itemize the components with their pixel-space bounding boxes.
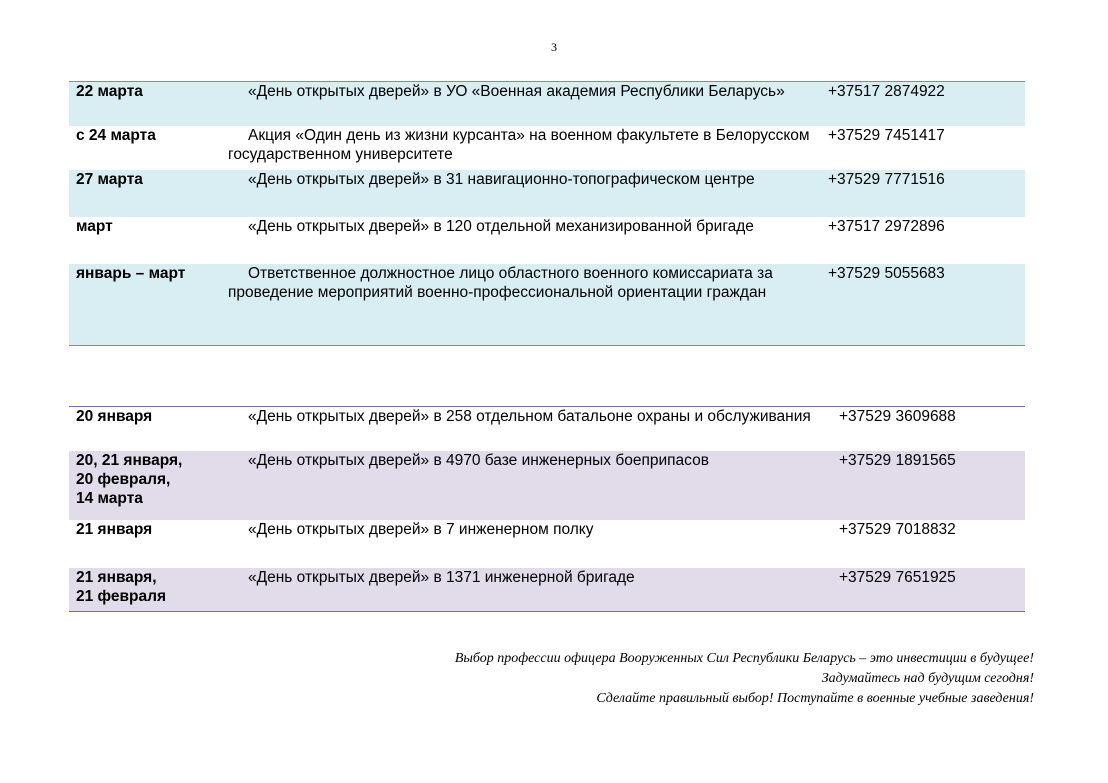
- event-date: с 24 марта: [76, 126, 156, 144]
- event-date: 20, 21 января, 20 февраля, 14 марта: [69, 451, 225, 520]
- table-row: [69, 217, 1025, 264]
- table-row: [69, 520, 1025, 568]
- table-row: [69, 568, 1025, 612]
- event-phone: +37529 3609688: [839, 408, 956, 425]
- event-phone: +37529 7771516: [821, 170, 1025, 217]
- event-date: январь – март: [69, 264, 225, 346]
- event-date: 21 января: [76, 520, 153, 538]
- footer-line: Сделайте правильный выбор! Поступайте в военные учебные заведения!: [596, 691, 1034, 706]
- event-phone: +37529 1891565: [832, 451, 1025, 520]
- footer-line: Задумайтесь над будущим сегодня!: [821, 671, 1034, 686]
- page-number: 3: [551, 40, 557, 54]
- event-date: март: [76, 217, 113, 235]
- table-row: [69, 407, 1025, 451]
- event-date: 20 января: [76, 408, 153, 425]
- event-description: Ответственное должностное лицо областного военного комиссариата за проведение мероприятий военно-профессиональной ориентации граждан: [225, 264, 821, 346]
- event-phone: +37529 7451417: [828, 126, 945, 144]
- table-row: [69, 126, 1025, 170]
- event-description: «День открытых дверей» в 31 навигационно-топографическом центре: [225, 170, 821, 217]
- event-date: 22 марта: [69, 82, 225, 126]
- event-description: «День открытых дверей» в 258 отдельном батальоне охраны и обслуживания: [248, 408, 811, 425]
- event-description: «День открытых дверей» в 120 отдельной механизированной бригаде: [248, 217, 754, 235]
- event-date: 27 марта: [69, 170, 225, 217]
- footer-line: Выбор профессии офицера Вооруженных Сил Республики Беларусь – это инвестиции в будущее!: [454, 651, 1034, 666]
- event-description: «День открытых дверей» в УО «Военная академия Республики Беларусь»: [225, 82, 821, 126]
- event-phone: +37517 2972896: [828, 217, 945, 235]
- event-phone: +37517 2874922: [821, 82, 1025, 126]
- event-phone: +37529 5055683: [821, 264, 1025, 346]
- table-row: [69, 264, 1025, 346]
- table-row: [69, 82, 1025, 126]
- table-row: [69, 451, 1025, 520]
- event-description: «День открытых дверей» в 1371 инженерной бригаде: [225, 568, 832, 612]
- footer-slogan: [134, 649, 1034, 709]
- event-phone: +37529 7018832: [839, 520, 956, 538]
- event-phone: +37529 7651925: [832, 568, 1025, 612]
- event-description: «День открытых дверей» в 7 инженерном полку: [248, 520, 594, 538]
- events-table-2: [69, 406, 1025, 612]
- table-row: [69, 170, 1025, 217]
- event-description: Акция «Один день из жизни курсанта» на военном факультете в Белорусском государственном университете: [228, 126, 810, 163]
- events-table-1: [69, 81, 1025, 346]
- event-description: «День открытых дверей» в 4970 базе инженерных боеприпасов: [225, 451, 832, 520]
- event-date: 21 января, 21 февраля: [69, 568, 225, 612]
